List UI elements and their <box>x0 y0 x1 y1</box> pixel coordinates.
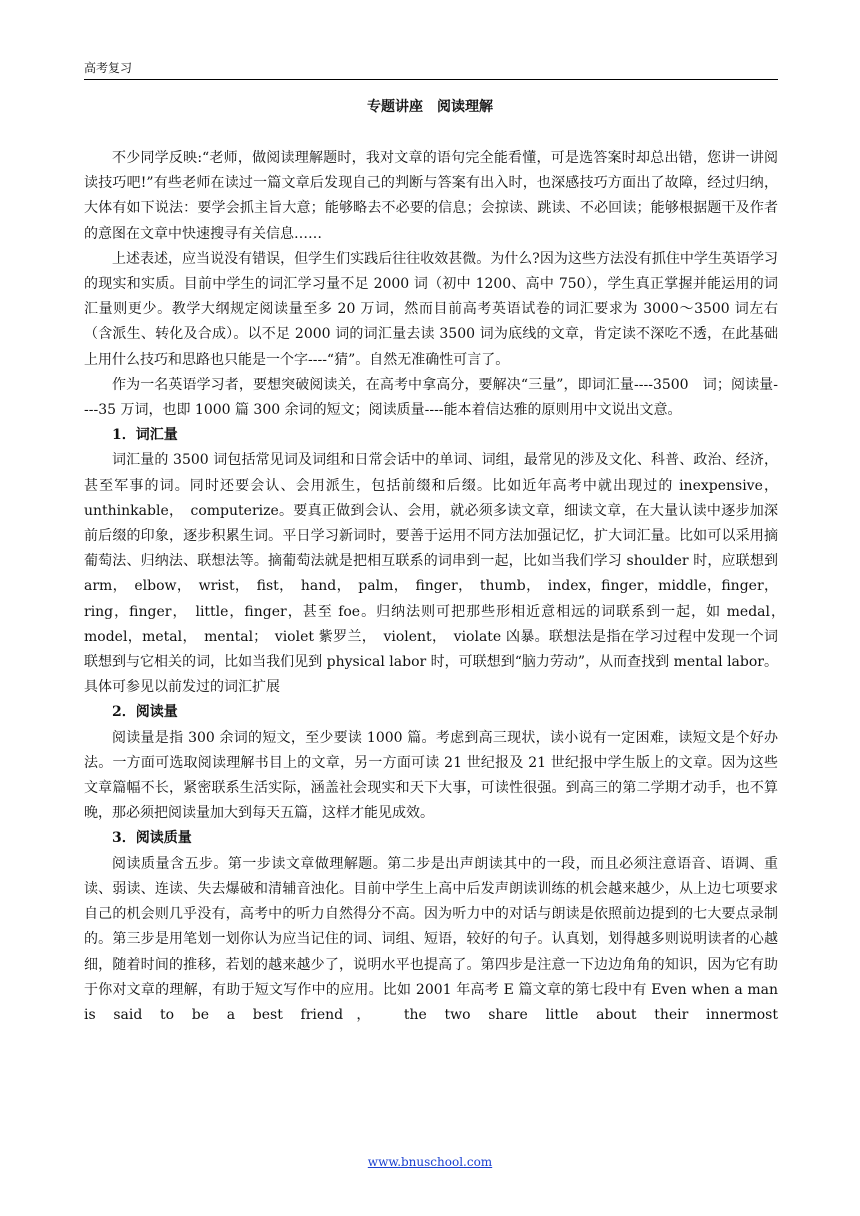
section-body-reading-amount: 阅读量是指 300 余词的短文，至少要读 1000 篇。考虑到高三现状，读小说有一定困难，读短文是个好办法。一方面可选取阅读理解书目上的文章，另一方面可读 21 世纪报及 21 世纪报中学生版上的文章。因为这些文章篇幅不长，紧密联系生活实际，涵盖社会现实和天下大事，可读性很强。到高三的第二学期才动手，也不算晚，那必须把阅读量加大到每天五篇，这样才能见成效。 <box>84 729 778 822</box>
section-heading-reading-quality: 3．阅读质量 <box>112 830 192 847</box>
section-body-vocabulary: 词汇量的 3500 词包括常见词及词组和日常会话中的单词、词组，最常见的涉及文化、科普、政治、经济，甚至军事的词。同时还要会认、会用派生，包括前缀和后缀。比如近年高考中就出现过的 inexpensive，unthinkable， computerize。要真正做到会认、会用，就必须多读文章，细读文章，在大量认读中逐步加深前后缀的印象，逐步积累生词。平日学习新词时，要善于运用不同方法加强记忆，扩大词汇量。比如可以采用摘葡萄法、归纳法、联想法等。摘葡萄法就是把相互联系的词串到一起，比如当我们学习 shoulder 时，应联想到 arm， elbow， wrist， fist， hand， palm， finger， thumb， index，finger，middle，finger，ring，finger， little，finger，甚至 foe。归纳法则可把那些形相近意相远的词联系到一起，如 medal， model，metal， mental； violet 紫罗兰， violent， violate 凶暴。联想法是指在学习过程中发现一个词联想到与它相关的词，比如当我们见到 physical labor 时，可联想到“脑力劳动”，从而查找到 mental labor。具体可参见以前发过的词汇扩展 <box>84 452 792 696</box>
paragraph-intro: 不少同学反映:“老师，做阅读理解题时，我对文章的语句完全能看懂，可是选答案时却总出错，您讲一讲阅读技巧吧!”有些老师在读过一篇文章后发现自己的判断与答案有出入时，也深感技巧方面出了故障，经过归纳，大体有如下说法：要学会抓主旨大意；能够略去不必要的信息；会掠读、跳读、不必回读；能够根据题干及作者的意图在文章中快速搜寻有关信息…… <box>84 150 778 242</box>
section-heading-vocabulary: 1．词汇量 <box>112 427 178 444</box>
paragraph-analysis: 上述表述，应当说没有错误，但学生们实践后往往收效甚微。为什么?因为这些方法没有抓住中学生英语学习的现实和实质。目前中学生的词汇学习量不足 2000 词（初中 1200、高中 750），学生真正掌握并能运用的词汇量则更少。教学大纲规定阅读量至多 20 万词，然而目前高考英语试卷的词汇要求为 3000～3500 词左右（含派生、转化及合成）。以不足 2000 词的词汇量去读 3500 词为底线的文章，肯定读不深吃不透，在此基础上用什么技巧和思路也只能是一个字----“猜”。自然无准确性可言了。 <box>84 250 778 368</box>
page-header: 高考复习 <box>84 60 778 80</box>
footer-website-link[interactable]: www.bnuschool.com <box>367 1155 493 1169</box>
section-heading-reading-amount: 2．阅读量 <box>112 704 178 721</box>
page-title: 专题讲座 阅读理解 <box>367 99 493 115</box>
page-footer <box>0 1155 860 1169</box>
document-body <box>84 146 792 1028</box>
paragraph-three-quantities: 作为一名英语学习者，要想突破阅读关，在高考中拿高分，要解决“三量”，即词汇量----3500 词；阅读量----35 万词，也即 1000 篇 300 余词的短文；阅读质量----能本着信达雅的原则用中文说出文意。 <box>84 376 778 419</box>
section-body-reading-quality: 阅读质量含五步。第一步读文章做理解题。第二步是出声朗读其中的一段，而且必须注意语音、语调、重读、弱读、连读、失去爆破和清辅音浊化。目前中学生上高中后发声朗读训练的机会越来越少，从上边七项要求自己的机会则几乎没有，高考中的听力自然得分不高。因为听力中的对话与朗读是依照前边提到的七大要点录制的。第三步是用笔划一划你认为应当记住的词、词组、短语，较好的句子。认真划，划得越多则说明读者的心越细，随着时间的推移，若划的越来越少了，说明水平也提高了。第四步是注意一下边边角角的知识，因为它有助于你对文章的理解，有助于短文写作中的应用。比如 2001 年高考 E 篇文章的第七段中有 Even when a man is said to be a best friend， the two share little about their innermost <box>84 855 778 1023</box>
